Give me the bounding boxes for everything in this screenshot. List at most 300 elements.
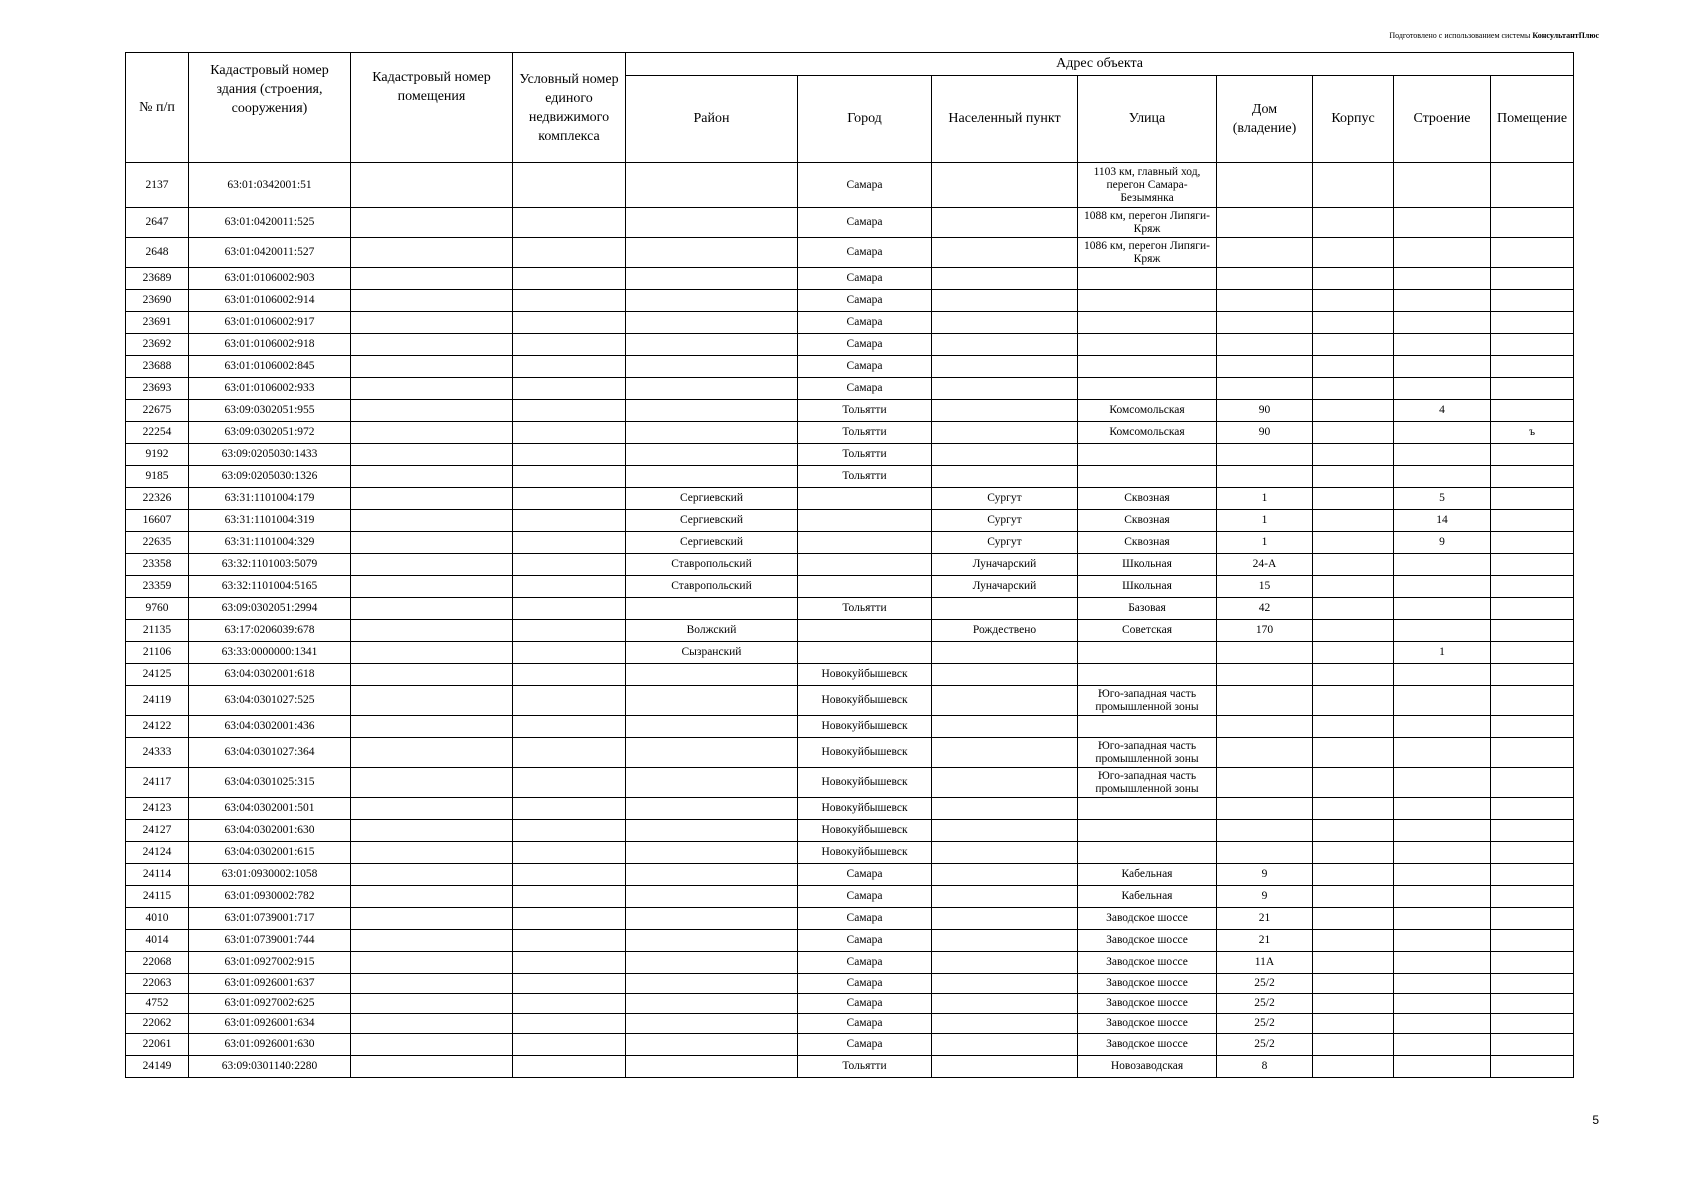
table-row	[126, 842, 1574, 864]
cell-conditional-number	[513, 554, 626, 576]
cell-building-cadastral: 63:09:0302051:955	[189, 400, 351, 422]
cell-structure	[1394, 686, 1491, 716]
cell-room	[1491, 664, 1574, 686]
table-row	[126, 356, 1574, 378]
cell-building	[1313, 208, 1394, 238]
cell-district	[626, 268, 798, 290]
cell-conditional-number	[513, 312, 626, 334]
table-row	[126, 488, 1574, 510]
cell-street	[1078, 820, 1217, 842]
cell-district	[626, 208, 798, 238]
cell-premises-cadastral	[351, 334, 513, 356]
cell-room	[1491, 738, 1574, 768]
table-row	[126, 1056, 1574, 1078]
cell-house: 21	[1217, 908, 1313, 930]
cell-room	[1491, 930, 1574, 952]
cell-premises-cadastral	[351, 974, 513, 994]
cell-structure	[1394, 312, 1491, 334]
cell-district	[626, 422, 798, 444]
cell-structure	[1394, 952, 1491, 974]
cell-premises-cadastral	[351, 356, 513, 378]
cell-building	[1313, 238, 1394, 268]
cell-settlement	[932, 974, 1078, 994]
cell-building-cadastral: 63:01:0342001:51	[189, 163, 351, 208]
cell-num: 24117	[126, 768, 189, 798]
cell-building-cadastral: 63:04:0302001:436	[189, 716, 351, 738]
cell-building-cadastral: 63:04:0301027:525	[189, 686, 351, 716]
cell-city: Самара	[798, 334, 932, 356]
col-address-group-header: Адрес объекта	[626, 53, 1574, 76]
cell-building	[1313, 163, 1394, 208]
cell-settlement	[932, 208, 1078, 238]
cell-num: 9192	[126, 444, 189, 466]
cell-num: 22063	[126, 974, 189, 994]
table-row	[126, 864, 1574, 886]
cell-district	[626, 886, 798, 908]
cell-structure	[1394, 163, 1491, 208]
cell-house: 8	[1217, 1056, 1313, 1078]
cell-district	[626, 738, 798, 768]
cell-settlement	[932, 864, 1078, 886]
cell-street: Комсомольская	[1078, 422, 1217, 444]
cell-room	[1491, 290, 1574, 312]
cell-settlement	[932, 820, 1078, 842]
cell-street	[1078, 642, 1217, 664]
cell-building	[1313, 974, 1394, 994]
cell-conditional-number	[513, 268, 626, 290]
cell-district: Ставропольский	[626, 576, 798, 598]
cell-structure	[1394, 208, 1491, 238]
cell-conditional-number	[513, 1014, 626, 1034]
cell-street: Комсомольская	[1078, 400, 1217, 422]
cell-street: Советская	[1078, 620, 1217, 642]
cell-city: Тольятти	[798, 466, 932, 488]
cell-num: 24125	[126, 664, 189, 686]
cell-num: 22061	[126, 1034, 189, 1056]
cell-district	[626, 952, 798, 974]
cell-building-cadastral: 63:31:1101004:179	[189, 488, 351, 510]
cell-building-cadastral: 63:01:0106002:933	[189, 378, 351, 400]
cell-city	[798, 532, 932, 554]
cell-settlement	[932, 312, 1078, 334]
cell-building-cadastral: 63:04:0301025:315	[189, 768, 351, 798]
cell-settlement	[932, 290, 1078, 312]
cell-settlement	[932, 842, 1078, 864]
col-premises-cadastral-header: Кадастровый номер помещения	[351, 53, 513, 163]
table-row	[126, 974, 1574, 994]
cell-street	[1078, 290, 1217, 312]
cell-city: Тольятти	[798, 400, 932, 422]
cell-num: 23689	[126, 268, 189, 290]
cell-building-cadastral: 63:01:0926001:634	[189, 1014, 351, 1034]
cell-house	[1217, 716, 1313, 738]
cell-city: Самара	[798, 952, 932, 974]
cell-building-cadastral: 63:01:0930002:782	[189, 886, 351, 908]
cell-num: 24333	[126, 738, 189, 768]
col-conditional-number-header: Условный номер единого недвижимого комплекса	[513, 53, 626, 163]
cell-room	[1491, 576, 1574, 598]
cell-room	[1491, 886, 1574, 908]
cell-num: 23690	[126, 290, 189, 312]
cell-room	[1491, 268, 1574, 290]
cell-structure	[1394, 886, 1491, 908]
cell-city: Новокуйбышевск	[798, 738, 932, 768]
cell-city: Самара	[798, 163, 932, 208]
cell-building	[1313, 576, 1394, 598]
table-row	[126, 738, 1574, 768]
cell-premises-cadastral	[351, 686, 513, 716]
cell-building-cadastral: 63:01:0106002:903	[189, 268, 351, 290]
cell-conditional-number	[513, 820, 626, 842]
cell-street: Школьная	[1078, 554, 1217, 576]
cell-structure	[1394, 620, 1491, 642]
cell-num: 21106	[126, 642, 189, 664]
cell-premises-cadastral	[351, 716, 513, 738]
cell-street: Кабельная	[1078, 886, 1217, 908]
cell-room	[1491, 994, 1574, 1014]
cell-conditional-number	[513, 444, 626, 466]
cell-structure	[1394, 290, 1491, 312]
cell-street: Юго-западная часть промышленной зоны	[1078, 738, 1217, 768]
col-city-header: Город	[798, 75, 932, 162]
cell-building-cadastral: 63:01:0106002:845	[189, 356, 351, 378]
cell-building	[1313, 334, 1394, 356]
cell-building	[1313, 768, 1394, 798]
cell-settlement	[932, 738, 1078, 768]
cell-settlement	[932, 908, 1078, 930]
cell-street	[1078, 378, 1217, 400]
cell-building-cadastral: 63:33:0000000:1341	[189, 642, 351, 664]
cell-structure	[1394, 356, 1491, 378]
cell-city	[798, 488, 932, 510]
cell-settlement: Луначарский	[932, 576, 1078, 598]
cell-district	[626, 664, 798, 686]
cell-num: 22254	[126, 422, 189, 444]
cell-street: Заводское шоссе	[1078, 1014, 1217, 1034]
cell-conditional-number	[513, 952, 626, 974]
cell-house	[1217, 798, 1313, 820]
cell-room: ъ	[1491, 422, 1574, 444]
cell-premises-cadastral	[351, 268, 513, 290]
cell-settlement	[932, 716, 1078, 738]
table-row	[126, 798, 1574, 820]
cell-conditional-number	[513, 400, 626, 422]
cell-city: Самара	[798, 356, 932, 378]
cell-structure	[1394, 238, 1491, 268]
cell-structure	[1394, 974, 1491, 994]
cell-street: Заводское шоссе	[1078, 994, 1217, 1014]
cell-num: 9760	[126, 598, 189, 620]
cell-room	[1491, 820, 1574, 842]
cell-room	[1491, 510, 1574, 532]
cell-street: Заводское шоссе	[1078, 974, 1217, 994]
cell-building-cadastral: 63:09:0301140:2280	[189, 1056, 351, 1078]
cell-settlement: Сургут	[932, 488, 1078, 510]
col-num-header: № п/п	[126, 53, 189, 163]
cell-premises-cadastral	[351, 930, 513, 952]
cell-house: 90	[1217, 422, 1313, 444]
cell-num: 24149	[126, 1056, 189, 1078]
cell-house: 90	[1217, 400, 1313, 422]
cell-city: Самара	[798, 886, 932, 908]
cell-structure	[1394, 738, 1491, 768]
cell-num: 22675	[126, 400, 189, 422]
cell-city: Самара	[798, 864, 932, 886]
cell-settlement	[932, 163, 1078, 208]
cell-house: 1	[1217, 488, 1313, 510]
cell-structure	[1394, 268, 1491, 290]
cell-premises-cadastral	[351, 1056, 513, 1078]
cell-city: Тольятти	[798, 422, 932, 444]
cell-building-cadastral: 63:04:0302001:618	[189, 664, 351, 686]
cell-building	[1313, 886, 1394, 908]
cell-settlement	[932, 1034, 1078, 1056]
cell-building	[1313, 930, 1394, 952]
cell-premises-cadastral	[351, 798, 513, 820]
cell-street: Заводское шоссе	[1078, 930, 1217, 952]
cell-building	[1313, 952, 1394, 974]
cell-room	[1491, 356, 1574, 378]
cell-building	[1313, 356, 1394, 378]
cell-city	[798, 554, 932, 576]
cell-building-cadastral: 63:04:0301027:364	[189, 738, 351, 768]
table-row	[126, 886, 1574, 908]
cell-settlement	[932, 952, 1078, 974]
cell-settlement	[932, 994, 1078, 1014]
table-row	[126, 716, 1574, 738]
cell-premises-cadastral	[351, 510, 513, 532]
cell-room	[1491, 466, 1574, 488]
cell-city: Новокуйбышевск	[798, 686, 932, 716]
table-row	[126, 532, 1574, 554]
cell-settlement: Рождествено	[932, 620, 1078, 642]
cell-conditional-number	[513, 768, 626, 798]
cell-house	[1217, 738, 1313, 768]
cell-city	[798, 510, 932, 532]
cell-district: Сергиевский	[626, 510, 798, 532]
cell-district	[626, 930, 798, 952]
table-row	[126, 1034, 1574, 1056]
col-room-header: Помещение	[1491, 75, 1574, 162]
table-row	[126, 312, 1574, 334]
cell-num: 23359	[126, 576, 189, 598]
cell-building	[1313, 466, 1394, 488]
cell-structure	[1394, 842, 1491, 864]
cell-building	[1313, 842, 1394, 864]
cell-building	[1313, 864, 1394, 886]
cell-num: 24127	[126, 820, 189, 842]
cell-premises-cadastral	[351, 1014, 513, 1034]
cell-room	[1491, 238, 1574, 268]
cell-street: Заводское шоссе	[1078, 1034, 1217, 1056]
table-row	[126, 952, 1574, 974]
cell-premises-cadastral	[351, 208, 513, 238]
table-row	[126, 208, 1574, 238]
cell-conditional-number	[513, 422, 626, 444]
cell-building	[1313, 738, 1394, 768]
cell-building-cadastral: 63:09:0205030:1326	[189, 466, 351, 488]
cell-building	[1313, 554, 1394, 576]
cell-city: Самара	[798, 238, 932, 268]
table-row	[126, 238, 1574, 268]
cell-building-cadastral: 63:32:1101004:5165	[189, 576, 351, 598]
cell-settlement: Сургут	[932, 510, 1078, 532]
cell-conditional-number	[513, 686, 626, 716]
cell-house: 24-А	[1217, 554, 1313, 576]
cell-settlement	[932, 768, 1078, 798]
col-building-cadastral-header: Кадастровый номер здания (строения, сооружения)	[189, 53, 351, 163]
cell-conditional-number	[513, 1056, 626, 1078]
cell-house: 15	[1217, 576, 1313, 598]
cell-building	[1313, 716, 1394, 738]
cell-settlement	[932, 466, 1078, 488]
cell-structure	[1394, 1034, 1491, 1056]
table-row	[126, 642, 1574, 664]
cell-house: 9	[1217, 864, 1313, 886]
cell-house	[1217, 356, 1313, 378]
table-row	[126, 466, 1574, 488]
cell-building	[1313, 400, 1394, 422]
cell-building-cadastral: 63:32:1101003:5079	[189, 554, 351, 576]
table-header	[126, 53, 1574, 163]
cell-premises-cadastral	[351, 290, 513, 312]
cell-district	[626, 864, 798, 886]
cell-conditional-number	[513, 664, 626, 686]
cell-building-cadastral: 63:01:0420011:527	[189, 238, 351, 268]
cell-district	[626, 974, 798, 994]
table-row	[126, 576, 1574, 598]
cell-premises-cadastral	[351, 488, 513, 510]
cell-conditional-number	[513, 886, 626, 908]
cell-building	[1313, 908, 1394, 930]
cell-city: Новокуйбышевск	[798, 664, 932, 686]
cell-street: Заводское шоссе	[1078, 952, 1217, 974]
col-building-header: Корпус	[1313, 75, 1394, 162]
cell-building	[1313, 444, 1394, 466]
cell-building-cadastral: 63:31:1101004:329	[189, 532, 351, 554]
table-row	[126, 1014, 1574, 1034]
cell-conditional-number	[513, 598, 626, 620]
cell-num: 2137	[126, 163, 189, 208]
cell-structure	[1394, 908, 1491, 930]
cell-premises-cadastral	[351, 768, 513, 798]
cell-room	[1491, 768, 1574, 798]
cell-settlement	[932, 422, 1078, 444]
table-row	[126, 163, 1574, 208]
cell-settlement	[932, 930, 1078, 952]
cell-street: 1086 км, перегон Липяги-Кряж	[1078, 238, 1217, 268]
cell-premises-cadastral	[351, 664, 513, 686]
cell-conditional-number	[513, 378, 626, 400]
cell-building	[1313, 268, 1394, 290]
cell-house: 21	[1217, 930, 1313, 952]
cell-structure: 4	[1394, 400, 1491, 422]
cell-settlement	[932, 1014, 1078, 1034]
table-row	[126, 378, 1574, 400]
cell-conditional-number	[513, 163, 626, 208]
cell-conditional-number	[513, 798, 626, 820]
cell-structure	[1394, 554, 1491, 576]
table-row	[126, 664, 1574, 686]
cell-premises-cadastral	[351, 378, 513, 400]
cell-premises-cadastral	[351, 163, 513, 208]
cell-district: Волжский	[626, 620, 798, 642]
cell-conditional-number	[513, 208, 626, 238]
cell-house	[1217, 642, 1313, 664]
cell-district	[626, 994, 798, 1014]
cell-premises-cadastral	[351, 554, 513, 576]
cell-building	[1313, 994, 1394, 1014]
cell-district	[626, 768, 798, 798]
cell-house: 25/2	[1217, 1034, 1313, 1056]
cell-district: Сергиевский	[626, 532, 798, 554]
cell-building-cadastral: 63:01:0926001:630	[189, 1034, 351, 1056]
cell-city	[798, 620, 932, 642]
cell-building-cadastral: 63:04:0302001:501	[189, 798, 351, 820]
cell-conditional-number	[513, 930, 626, 952]
cell-district	[626, 908, 798, 930]
table-row	[126, 768, 1574, 798]
cell-city: Новокуйбышевск	[798, 716, 932, 738]
cell-city: Новокуйбышевск	[798, 842, 932, 864]
cell-house	[1217, 444, 1313, 466]
cell-premises-cadastral	[351, 842, 513, 864]
cell-settlement	[932, 798, 1078, 820]
cell-structure	[1394, 820, 1491, 842]
cell-premises-cadastral	[351, 238, 513, 268]
cell-num: 16607	[126, 510, 189, 532]
cell-room	[1491, 488, 1574, 510]
cell-street	[1078, 334, 1217, 356]
cell-premises-cadastral	[351, 598, 513, 620]
cell-settlement	[932, 642, 1078, 664]
cell-building	[1313, 798, 1394, 820]
cell-room	[1491, 1056, 1574, 1078]
cell-premises-cadastral	[351, 400, 513, 422]
cell-building-cadastral: 63:09:0205030:1433	[189, 444, 351, 466]
cell-street: Сквозная	[1078, 488, 1217, 510]
cell-city: Тольятти	[798, 598, 932, 620]
cell-conditional-number	[513, 620, 626, 642]
cell-structure: 1	[1394, 642, 1491, 664]
cell-house: 1	[1217, 510, 1313, 532]
cell-building-cadastral: 63:01:0739001:744	[189, 930, 351, 952]
cell-house: 9	[1217, 886, 1313, 908]
cell-district	[626, 334, 798, 356]
cell-premises-cadastral	[351, 994, 513, 1014]
cell-street: Юго-западная часть промышленной зоны	[1078, 768, 1217, 798]
cell-room	[1491, 716, 1574, 738]
cell-num: 24115	[126, 886, 189, 908]
cell-house	[1217, 768, 1313, 798]
cell-num: 22635	[126, 532, 189, 554]
cell-building	[1313, 686, 1394, 716]
cell-conditional-number	[513, 908, 626, 930]
cell-num: 24124	[126, 842, 189, 864]
cell-conditional-number	[513, 994, 626, 1014]
cell-num: 2648	[126, 238, 189, 268]
cell-street	[1078, 356, 1217, 378]
cell-room	[1491, 1034, 1574, 1056]
col-house-header: Дом (владение)	[1217, 75, 1313, 162]
cell-premises-cadastral	[351, 444, 513, 466]
cell-street: Школьная	[1078, 576, 1217, 598]
cell-conditional-number	[513, 466, 626, 488]
cell-settlement: Сургут	[932, 532, 1078, 554]
cell-city	[798, 642, 932, 664]
cell-house	[1217, 290, 1313, 312]
cell-building-cadastral: 63:01:0106002:917	[189, 312, 351, 334]
